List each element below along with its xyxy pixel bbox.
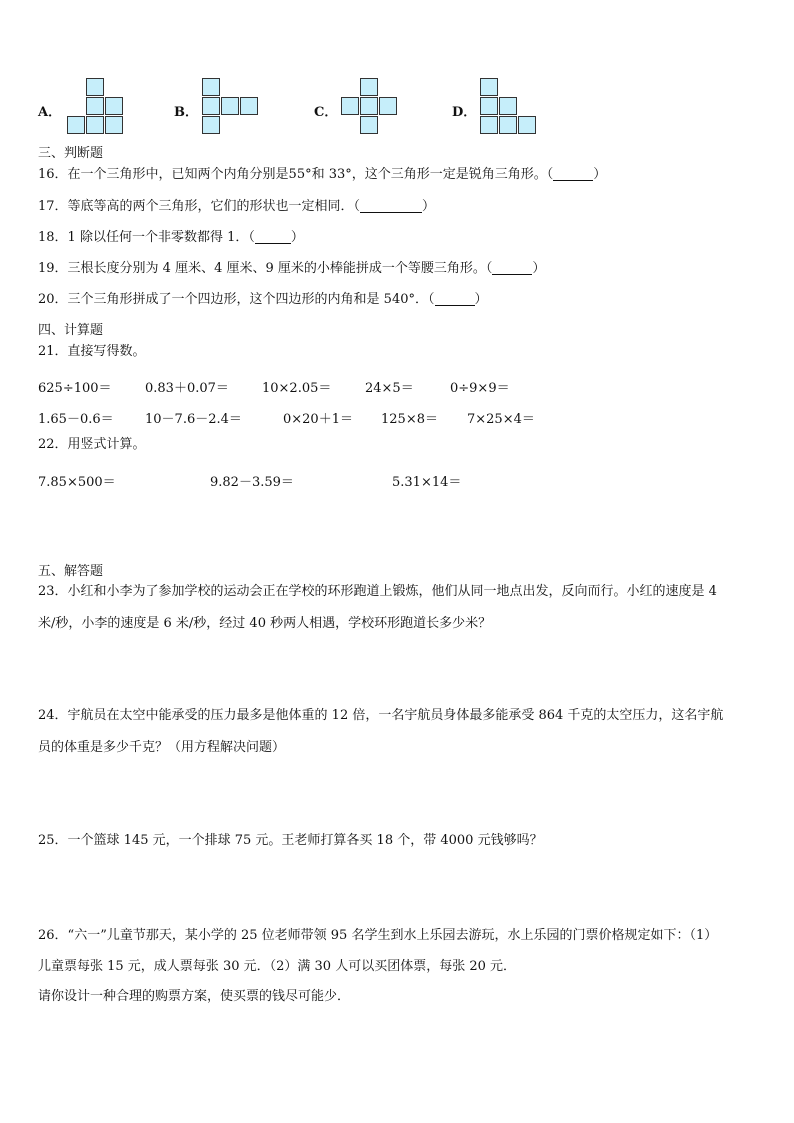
section-calc-title: 四、计算题 [38, 323, 104, 338]
question-26-line3: 请你设计一种合理的购票方案，使买票的钱尽可能少． [38, 989, 351, 1004]
calc-item: 24×5＝ [365, 381, 414, 396]
question-26-line1: 26．“六一”儿童节那天，某小学的 25 位老师带领 95 名学生到水上乐园去游玩，水上乐园的门票价格规定如下：（1） [38, 928, 718, 943]
question-20 [38, 293, 488, 306]
question-26-line2: 儿童票每张 15 元，成人票每张 30 元．（2）满 30 人可以买团体票，每张 20 元． [38, 959, 516, 974]
option-b-net [202, 78, 260, 134]
question-24-line2: 员的体重是多少千克？（用方程解决问题） [38, 740, 286, 755]
option-c-label: C． [314, 105, 338, 120]
calc-item: 625÷100＝ [38, 381, 112, 396]
paren-close: ） [474, 292, 488, 307]
question-23-line1: 23．小红和小李为了参加学校的运动会正在学校的环形跑道上锻炼，他们从同一地点出发，反向而行。小红的速度是 4 [38, 584, 717, 599]
option-c-net [341, 78, 399, 134]
answer-blank-20[interactable] [435, 295, 475, 306]
paren-close: ） [593, 167, 607, 182]
question-21-title: 21．直接写得数。 [38, 344, 146, 359]
paren-close: ） [290, 230, 304, 245]
question-16 [38, 168, 606, 181]
answer-blank-19[interactable] [492, 264, 532, 275]
vertical-calc-item: 9.82－3.59＝ [210, 475, 294, 490]
question-18-text: 18．1 除以任何一个非零数都得 1．（ [38, 230, 255, 245]
option-a-label: A． [38, 105, 62, 120]
question-19-text: 19．三根长度分别为 4 厘米、4 厘米、9 厘米的小棒能拼成一个等腰三角形。（ [38, 261, 493, 276]
question-17 [38, 200, 435, 213]
answer-blank-16[interactable] [553, 170, 593, 181]
calc-item: 0×20＋1＝ [283, 412, 353, 427]
calc-item: 10－7.6－2.4＝ [145, 412, 242, 427]
question-17-text: 17．等底等高的两个三角形，它们的形状也一定相同．（ [38, 199, 361, 214]
question-25-line1: 25．一个篮球 145 元，一个排球 75 元。王老师打算各买 18 个，带 4000 元钱够吗？ [38, 833, 543, 848]
answer-blank-17[interactable] [360, 202, 422, 213]
vertical-calc-item: 5.31×14＝ [392, 475, 462, 490]
question-22-title: 22．用竖式计算。 [38, 437, 146, 452]
option-d-net [480, 78, 538, 134]
option-a-net [67, 78, 125, 134]
question-18 [38, 231, 304, 244]
calc-item: 0÷9×9＝ [450, 381, 510, 396]
section-solve-title: 五、解答题 [38, 564, 104, 579]
calc-item: 7×25×4＝ [467, 412, 535, 427]
paren-close: ） [422, 199, 436, 214]
section-judge-title: 三、判断题 [38, 146, 104, 161]
question-16-text: 16．在一个三角形中，已知两个内角分别是55°和 33°，这个三角形一定是锐角三角形。（ [38, 167, 554, 182]
question-23-line2: 米/秒，小李的速度是 6 米/秒，经过 40 秒两人相遇，学校环形跑道长多少米？ [38, 616, 492, 631]
question-20-text: 20．三个三角形拼成了一个四边形，这个四边形的内角和是 540°．（ [38, 292, 435, 307]
question-24-line1: 24．宇航员在太空中能承受的压力最多是他体重的 12 倍，一名宇航员身体最多能承受 864 千克的太空压力，这名宇航 [38, 708, 724, 723]
vertical-calc-item: 7.85×500＝ [38, 475, 116, 490]
question-19 [38, 262, 545, 275]
answer-blank-18[interactable] [255, 233, 291, 244]
calc-item: 125×8＝ [381, 412, 438, 427]
calc-item: 1.65－0.6＝ [38, 412, 114, 427]
paren-close: ） [532, 261, 546, 276]
option-b-label: B． [174, 105, 198, 120]
option-d-label: D． [452, 105, 477, 120]
calc-item: 0.83＋0.07＝ [145, 381, 229, 396]
calc-item: 10×2.05＝ [262, 381, 332, 396]
